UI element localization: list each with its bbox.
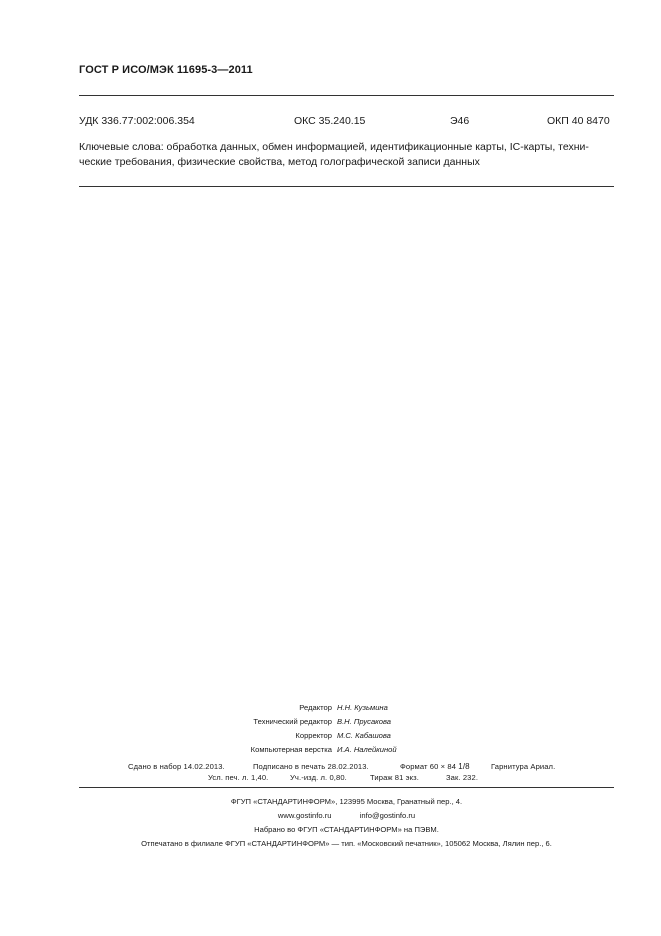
credit-role: Редактор (299, 703, 332, 712)
publisher-website[interactable]: www.gostinfo.ru (277, 811, 332, 820)
group-code: Э46 (450, 115, 470, 127)
imprint-submitted: Сдано в набор 14.02.2013. (128, 762, 225, 771)
imprint-print-sheets: Усл. печ. л. 1,40. (208, 773, 269, 782)
credit-row (200, 715, 500, 729)
publisher-address: ФГУП «СТАНДАРТИНФОРМ», 123995 Москва, Гранатный пер., 4. (230, 797, 463, 806)
credit-name: И.А. Налейкиной (337, 745, 397, 754)
credits-block (200, 701, 500, 757)
credit-role: Компьютерная верстка (250, 745, 332, 754)
imprint-signed: Подписано в печать 28.02.2013. (253, 762, 369, 771)
format-fraction: 1/8 (458, 762, 470, 771)
typeset-note: Набрано во ФГУП «СТАНДАРТИНФОРМ» на ПЭВМ. (254, 825, 439, 834)
keywords-line-1: Ключевые слова: обработка данных, обмен информацией, идентификационные карты, IC-карты, техни- (79, 141, 589, 153)
credit-name: М.С. Кабашова (337, 731, 391, 740)
credit-row (200, 701, 500, 715)
credit-row (200, 743, 500, 757)
publisher-block (79, 795, 614, 851)
udk-code: УДК 336.77:002:006.354 (79, 115, 195, 127)
credit-role: Технический редактор (253, 717, 332, 726)
publisher-email[interactable]: info@gostinfo.ru (359, 811, 416, 820)
imprint-typeface: Гарнитура Ариал. (491, 762, 556, 771)
oks-code: ОКС 35.240.15 (294, 115, 366, 127)
keywords-block (79, 140, 619, 170)
format-label: Формат 60 × 84 (400, 762, 457, 771)
credit-name: Н.Н. Кузьмина (337, 703, 388, 712)
imprint-format (400, 762, 470, 771)
top-divider (79, 95, 614, 96)
imprint-pub-sheets: Уч.-изд. л. 0,80. (290, 773, 347, 782)
credit-role: Корректор (295, 731, 332, 740)
imprint-divider (79, 787, 614, 788)
credit-row (200, 729, 500, 743)
credit-name: В.Н. Прусакова (337, 717, 391, 726)
printed-note: Отпечатано в филиале ФГУП «СТАНДАРТИНФОРМ» — тип. «Московский печатник», 105062 Москва, Лялин пер., 6. (141, 839, 552, 848)
keywords-line-2: ческие требования, физические свойства, метод голографической записи данных (79, 156, 480, 168)
okp-code: ОКП 40 8470 (547, 115, 610, 127)
imprint-order: Зак. 232. (446, 773, 479, 782)
document-title: ГОСТ Р ИСО/МЭК 11695-3—2011 (79, 64, 253, 76)
publisher-contacts (79, 809, 614, 823)
keywords-divider (79, 186, 614, 187)
imprint-run: Тираж 81 экз. (370, 773, 419, 782)
